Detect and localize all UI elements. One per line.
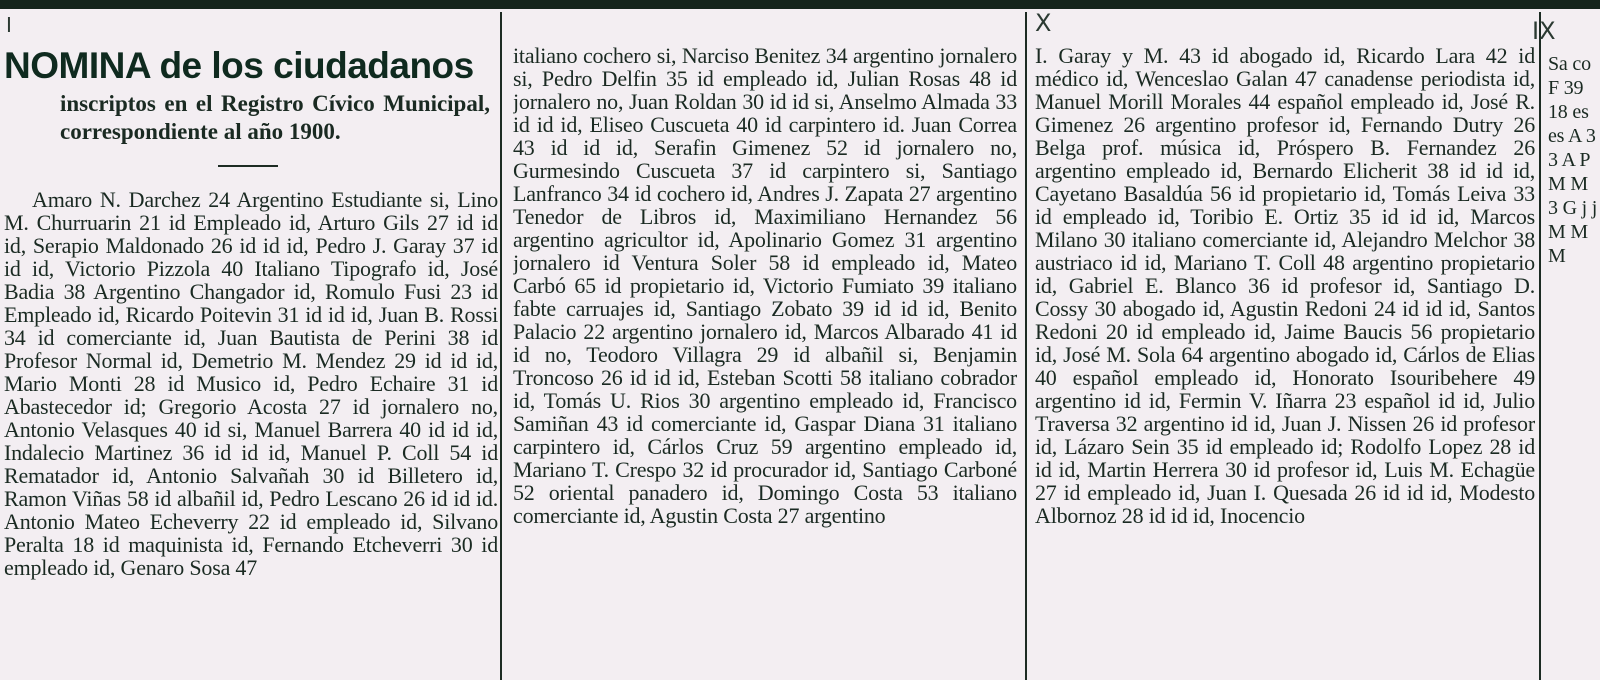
column-text: italiano cochero si, Narciso Benitez 34 argentino jornalero si, Pedro Delfin 35 id empleado id, Julian Rosas 48 id jornalero no, Juan Roldan 30 id id si, Anselmo Almada 33 id id id, Eliseo Cuscueta 40 id carpintero id. Juan Correa 43 id id id, Serafin Gimenez 52 id jornalero no, Gurmesindo Cuscueta 37 id carpintero si, Santiago Lanfranco 34 id cochero id, Andres J. Zapata 27 argentino Tenedor de Libros id, Maximiliano Hernandez 56 argentino agricultor id, Apolinario Gomez 31 argentino jornalero id Ventura Soler 58 id empleado id, Mateo Carbó 65 id propietario id, Victorio Fumiato 39 italiano fabte carruajes id, Santiago Zobato 39 id id id, Benito Palacio 22 argentino jornalero id, Marcos Albarado 41 id id no, Teodoro Villagra 29 id albañil si, Benjamin Troncoso 26 id id id, Esteban Scotti 58 italiano cobrador id, Tomás U. Rios 30 argentino empleado id, Francisco Samiñan 43 id comerciante id, Gaspar Diana 31 italiano carpintero id, Cárlos Cruz 59 argentino empleado id, Mariano T. Crespo 32 id procurador id, Santiago Carboné 52 oriental panadero id, Domingo Costa 53 italiano comerciante id, Agustin Costa 27 argentino: [513, 44, 1017, 528]
column-text: I. Garay y M. 43 id abogado id, Ricardo Lara 42 id médico id, Wenceslao Galan 47 canadense periodista id, Manuel Morill Morales 44 español empleado id, José R. Gimenez 26 argentino profesor id, Fernando Dutry 26 Belga prof. música id, Próspero B. Fernandez 26 argentino empleado id, Bernardo Elicherit 38 id id id, Cayetano Basaldúa 56 id propietario id, Tomás Leiva 33 id empleado id, Toribio E. Ortiz 35 id id id, Marcos Milano 30 italiano comerciante id, Alejandro Melchor 38 austriaco id id, Mariano T. Coll 48 argentino propietario id, Gabriel E. Blanco 36 id profesor id, Santiago D. Cossy 30 abogado id, Agustin Redoni 24 id id id, Santos Redoni 20 id empleado id, Jaime Baucis 56 propietario id, José M. Sola 64 argentino abogado id, Cárlos de Elias 40 español empleado id, Honorato Isouribehere 49 argentino id id, Fermin V. Iñarra 23 español id id, Julio Traversa 32 argentino id id, Juan J. Nissen 26 id profesor id, Lázaro Sein 35 id empleado id; Rodolfo Lopez 28 id id id, Martin Herrera 30 id profesor id, Luis M. Echagüe 27 id empleado id, Juan I. Quesada 26 id id id, Modesto Albornoz 28 id id id, Inocencio: [1035, 44, 1535, 528]
text-column-2: [513, 44, 1017, 680]
page-subtitle: inscriptos en el Registro Cívico Municipal, correspondiente al año 1900.: [60, 91, 490, 144]
handwritten-x-mark: IX: [1532, 17, 1556, 45]
text-column-3: [1035, 44, 1535, 680]
title-separator: [218, 165, 278, 167]
text-column-4-cropped: [1548, 52, 1598, 680]
column-divider: [500, 12, 502, 680]
page-top-border: [0, 0, 1600, 9]
column-divider: [1025, 12, 1027, 680]
handwritten-x-mark: X: [1035, 9, 1052, 37]
page-title: NOMINA de los ciudadanos: [4, 45, 474, 86]
column-divider: [1539, 12, 1541, 680]
corner-mark: I: [6, 13, 12, 37]
column-text: Sa co F 39 18 es es A 3 3 A P M M 3 G j j M M M: [1548, 53, 1598, 267]
text-column-1: [4, 188, 498, 680]
column-text: Amaro N. Darchez 24 Argentino Estudiante si, Lino M. Churruarin 21 id Empleado id, Arturo Gils 27 id id id, Serapio Maldonado 26 id id id, Pedro J. Garay 37 id id id, Victorio Pizzola 40 Italiano Tipografo id, José Badia 38 Argentino Changador id, Romulo Fusi 23 id Empleado id, Ricardo Poitevin 31 id id id, Juan B. Rossi 34 id comerciante id, Juan Bautista de Perini 38 id Profesor Normal id, Demetrio M. Mendez 29 id id id, Mario Monti 28 id Musico id, Pedro Echaire 31 id Abastecedor id; Gregorio Acosta 27 id jornalero no, Antonio Velasques 40 id si, Manuel Barrera 40 id id id, Indalecio Martinez 36 id id id, Manuel P. Coll 54 id Rematador id, Antonio Salvañah 30 id Billetero id, Ramon Viñas 58 id albañil id, Pedro Lescano 26 id id id. Antonio Mateo Echeverry 22 id empleado id, Silvano Peralta 18 id maquinista id, Fernando Etcheverri 30 id empleado id, Genaro Sosa 47: [4, 188, 498, 580]
